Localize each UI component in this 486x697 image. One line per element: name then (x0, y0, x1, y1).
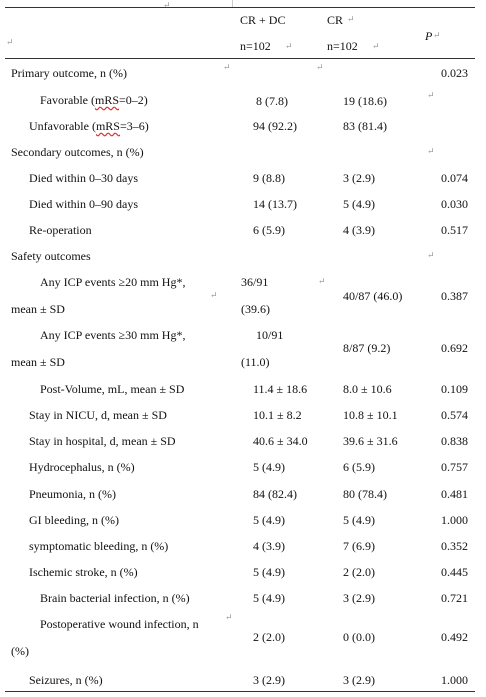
p-value: 0.721 (441, 591, 468, 605)
table-header-rule (5, 58, 475, 59)
return-mark-icon: ↵ (427, 90, 435, 100)
row-label: Died within 0–30 days (29, 171, 138, 185)
p-value: 0.074 (441, 171, 468, 185)
row-label: Unfavorable (mRS=3–6) (29, 119, 149, 133)
p-value: 0.838 (441, 434, 468, 448)
cell-crdc-line2: (39.6) (241, 302, 270, 316)
cell-crdc: 84 (82.4) (253, 487, 297, 501)
p-value: 0.352 (441, 539, 468, 553)
return-mark-icon: ↵ (6, 37, 14, 47)
p-value: 1.000 (441, 673, 468, 687)
table-top-rule (5, 7, 475, 8)
cell-crdc: 4 (3.9) (253, 539, 285, 553)
row-label: Secondary outcomes, n (%) (11, 145, 144, 159)
cell-crdc: 9 (8.8) (253, 171, 285, 185)
row-label-line1: Any ICP events ≥20 mm Hg*, (40, 275, 186, 289)
row-label: Hydrocephalus, n (%) (29, 460, 135, 474)
cell-cr: 8/87 (9.2) (343, 341, 391, 355)
return-mark-icon: ↵ (433, 30, 441, 40)
row-label-line1: Any ICP events ≥30 mm Hg*, (40, 328, 186, 342)
table-bottom-rule (5, 691, 475, 692)
p-value: 1.000 (441, 513, 468, 527)
cell-cr: 3 (2.9) (343, 591, 375, 605)
cell-crdc: 8 (7.8) (256, 94, 288, 108)
cell-cr: 0 (0.0) (343, 630, 375, 644)
p-value: 0.023 (441, 66, 468, 80)
row-label: Post-Volume, mL, mean ± SD (40, 382, 185, 396)
return-mark-icon: ↵ (318, 276, 326, 286)
cell-crdc: 14 (13.7) (253, 197, 297, 211)
row-label: Pneumonia, n (%) (29, 487, 116, 501)
cell-crdc: 6 (5.9) (253, 223, 285, 237)
row-label-line1: Postoperative wound infection, n (40, 617, 199, 631)
row-label: GI bleeding, n (%) (29, 513, 119, 527)
return-mark-icon: ↵ (223, 62, 231, 72)
cell-crdc: 2 (2.0) (253, 630, 285, 644)
return-mark-icon: ↵ (285, 41, 293, 51)
return-mark-icon: ↵ (427, 146, 435, 156)
return-mark-icon: ↵ (225, 612, 233, 622)
row-label-line2: mean ± SD (11, 355, 65, 369)
cell-crdc: 5 (4.9) (253, 565, 285, 579)
return-mark-icon: ↵ (316, 62, 324, 72)
p-value: 0.445 (441, 565, 468, 579)
row-label: Ischemic stroke, n (%) (29, 565, 138, 579)
p-value: 0.757 (441, 460, 468, 474)
p-value: 0.574 (441, 408, 468, 422)
col2-n: n=102 (327, 39, 358, 53)
col1-title: CR + DC (240, 13, 286, 27)
p-value: 0.109 (441, 382, 468, 396)
col1-n: n=102 (240, 39, 271, 53)
row-label: Brain bacterial infection, n (%) (40, 591, 190, 605)
cell-cr: 5 (4.9) (343, 197, 375, 211)
cell-cr: 40/87 (46.0) (343, 289, 403, 303)
cell-cr: 2 (2.0) (343, 565, 375, 579)
cell-crdc: 5 (4.9) (253, 591, 285, 605)
cell-cr: 19 (18.6) (343, 94, 387, 108)
cell-cr: 5 (4.9) (343, 513, 375, 527)
col2-title: CR (327, 13, 344, 27)
return-mark-icon: ↵ (210, 290, 218, 300)
p-value: 0.692 (441, 341, 468, 355)
row-label: Stay in NICU, d, mean ± SD (29, 408, 167, 422)
cell-cr: 4 (3.9) (343, 223, 375, 237)
cell-crdc: 5 (4.9) (253, 460, 285, 474)
p-value: 0.481 (441, 487, 468, 501)
return-mark-icon: ↵ (347, 14, 355, 24)
row-label: Primary outcome, n (%) (11, 66, 127, 80)
row-label: Died within 0–90 days (29, 197, 138, 211)
cell-crdc-line2: (11.0) (241, 355, 270, 369)
cell-cr: 8.0 ± 10.6 (343, 382, 392, 396)
p-value: 0.492 (441, 630, 468, 644)
cell-crdc-line1: 36/91 (241, 275, 269, 289)
p-header: P (425, 29, 433, 43)
return-mark-icon: ↵ (427, 250, 435, 260)
row-label: Favorable (mRS=0–2) (40, 93, 148, 107)
return-mark-icon: ↵ (372, 41, 380, 51)
cell-cr: 39.6 ± 31.6 (343, 434, 398, 448)
row-label: Stay in hospital, d, mean ± SD (29, 434, 176, 448)
row-label: Seizures, n (%) (29, 673, 103, 687)
row-label-line2: (%) (11, 644, 29, 658)
cell-crdc-line1: 10/91 (256, 328, 284, 342)
cell-crdc: 94 (92.2) (253, 119, 297, 133)
cell-cr: 83 (81.4) (343, 119, 387, 133)
cell-crdc: 5 (4.9) (253, 513, 285, 527)
cell-crdc: 3 (2.9) (253, 673, 285, 687)
row-label: Re-operation (29, 223, 92, 237)
return-mark-icon: ↵ (163, 0, 171, 10)
row-label: symptomatic bleeding, n (%) (29, 539, 169, 553)
cell-cr: 3 (2.9) (343, 171, 375, 185)
cell-cr: 3 (2.9) (343, 673, 375, 687)
p-value: 0.517 (441, 223, 468, 237)
cell-crdc: 40.6 ± 34.0 (253, 434, 308, 448)
p-value: 0.030 (441, 197, 468, 211)
cell-cr: 10.8 ± 10.1 (343, 408, 398, 422)
cell-crdc: 11.4 ± 18.6 (253, 382, 308, 396)
row-label: Safety outcomes (11, 249, 91, 263)
p-value: 0.387 (441, 289, 468, 303)
row-label-line2: mean ± SD (11, 302, 65, 316)
cell-cr: 7 (6.9) (343, 539, 375, 553)
cell-cr: 80 (78.4) (343, 487, 387, 501)
cell-crdc: 10.1 ± 8.2 (253, 408, 302, 422)
cell-cr: 6 (5.9) (343, 460, 375, 474)
